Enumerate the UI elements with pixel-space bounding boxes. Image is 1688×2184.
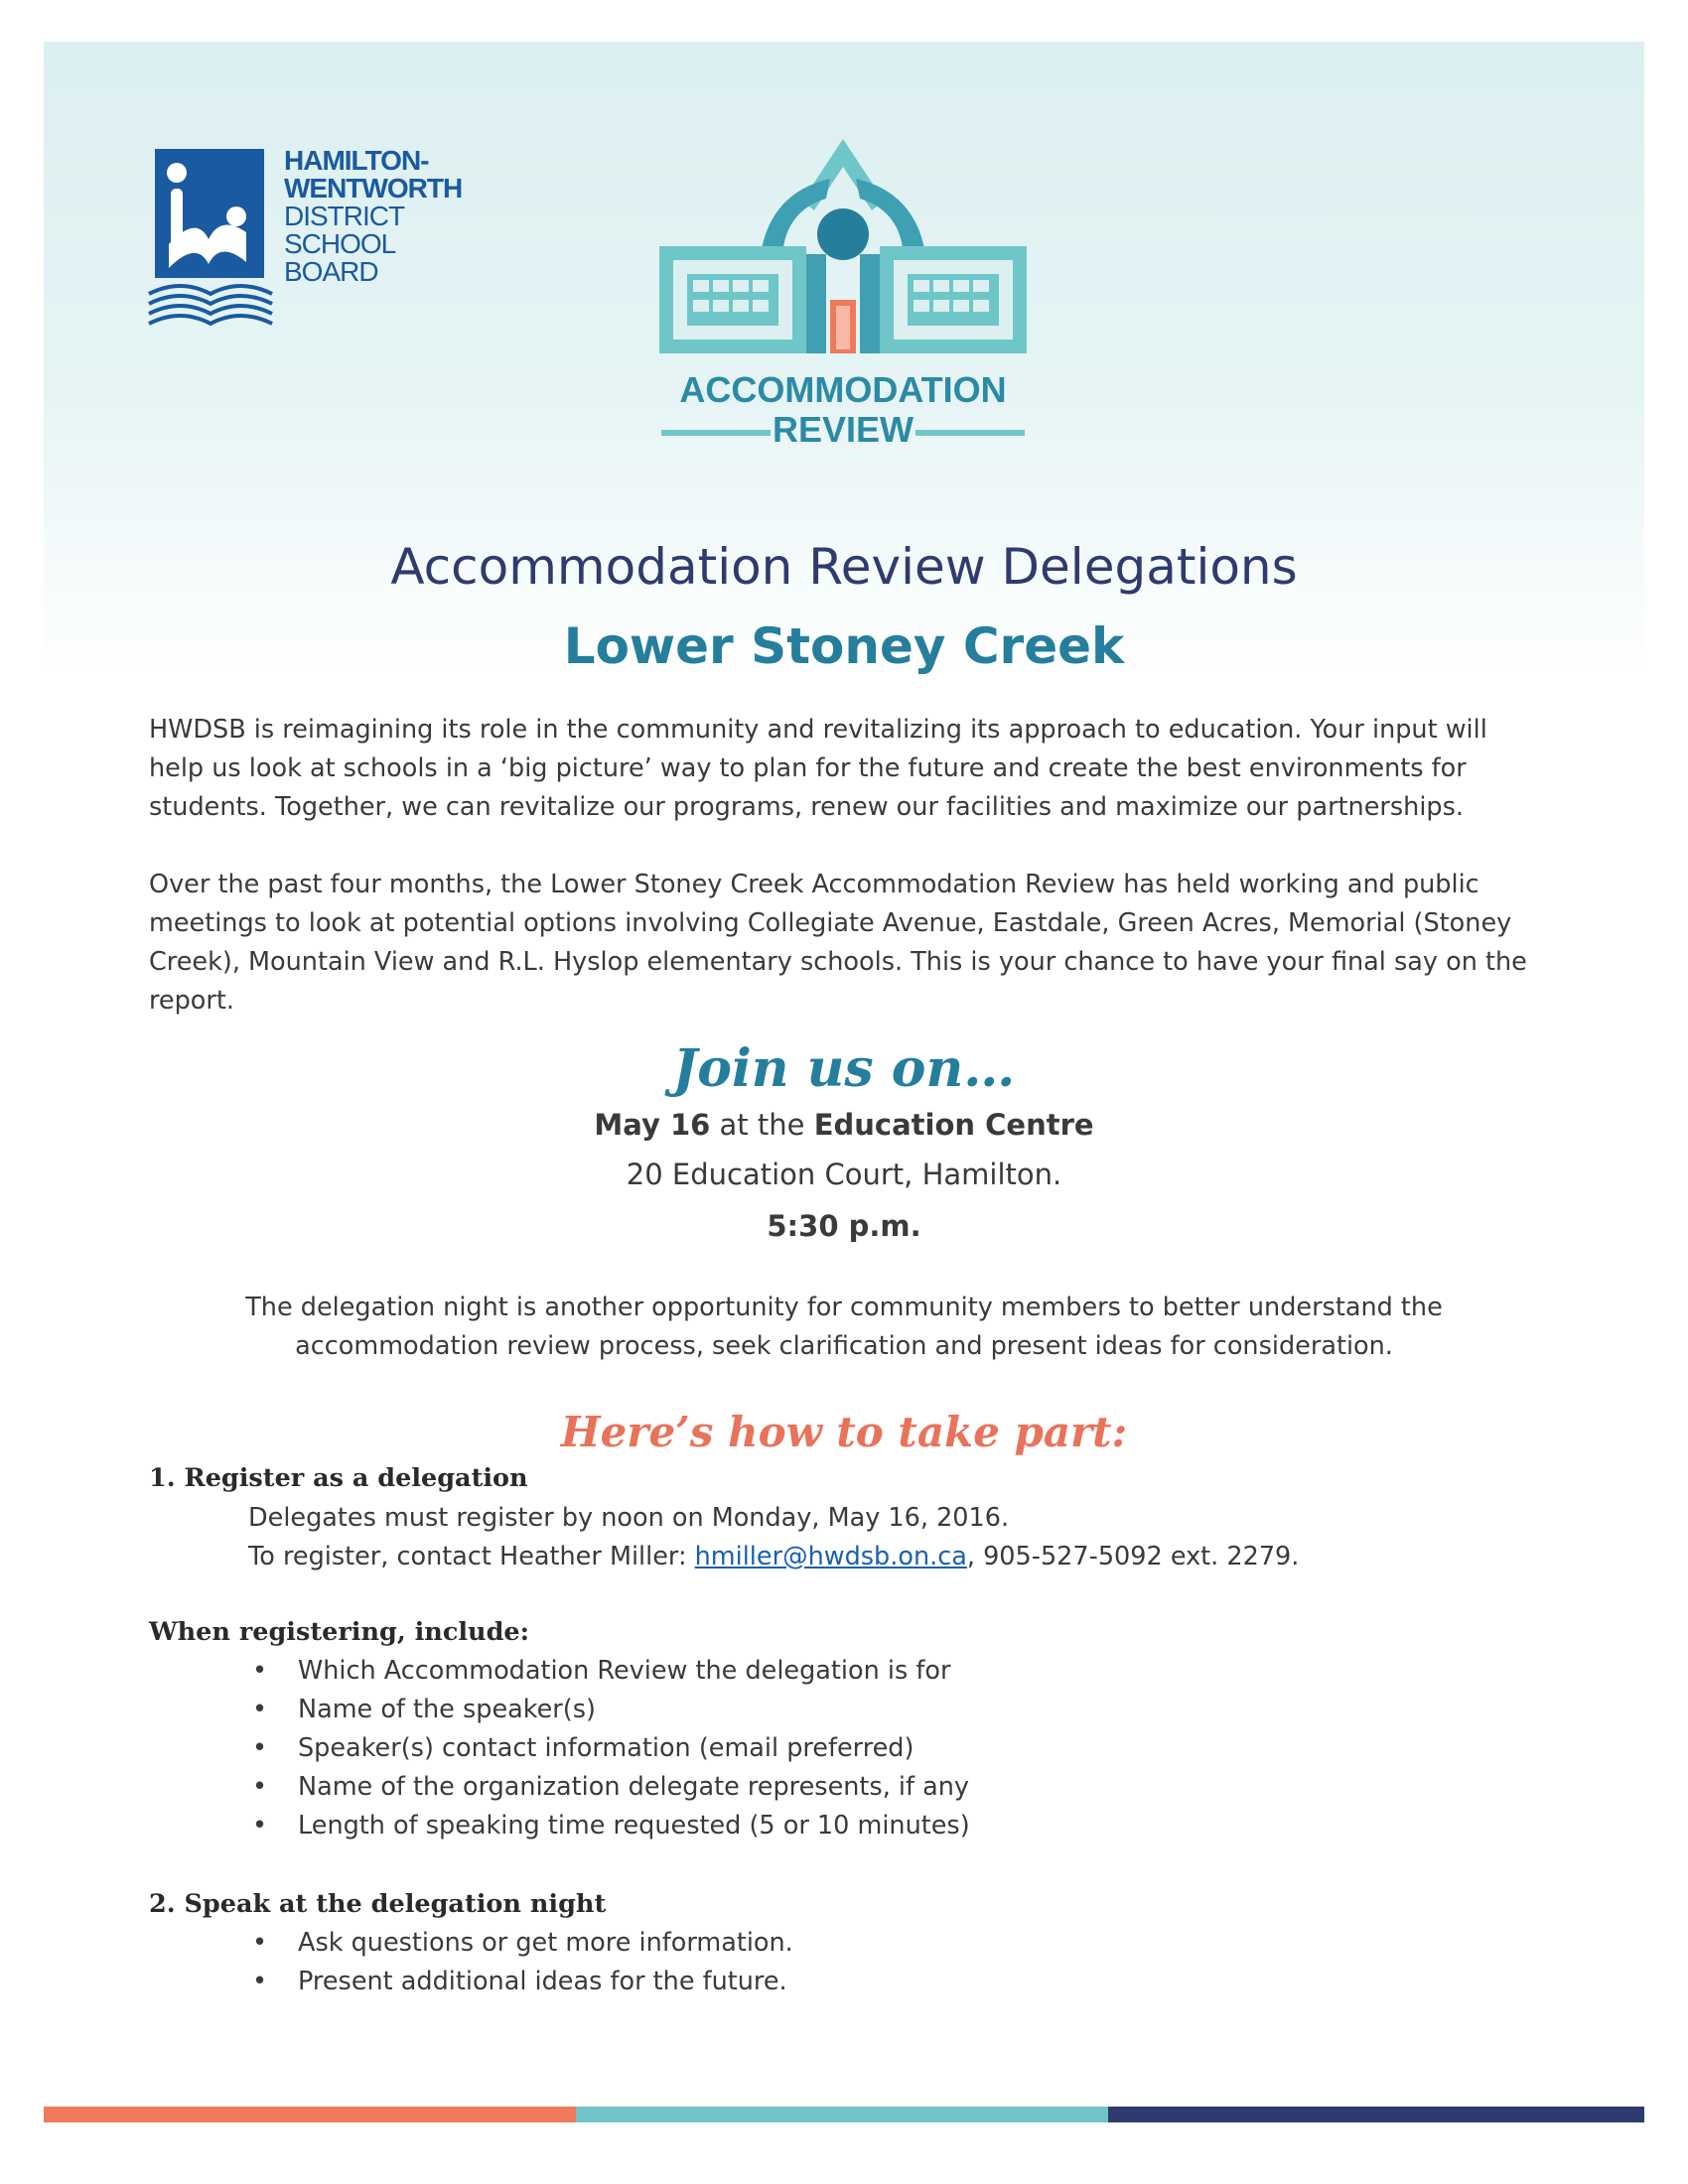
list-item-text: Ask questions or get more information. — [298, 1928, 793, 1958]
include-heading: When registering, include: — [149, 1617, 530, 1647]
step1-heading: 1. Register as a delegation — [149, 1463, 528, 1493]
list-item — [248, 1729, 970, 1768]
list-item — [248, 1924, 793, 1963]
include-list — [248, 1652, 970, 1845]
list-item-text: Which Accommodation Review the delegation is for — [298, 1656, 951, 1686]
list-item-text: Name of the organization delegate represents, if any — [298, 1772, 969, 1802]
how-heading: Here’s how to take part: — [560, 1408, 1128, 1456]
board-name-line: SCHOOL — [284, 228, 396, 259]
bullet-icon: • — [252, 1811, 268, 1841]
board-name — [284, 147, 462, 286]
list-item — [248, 1807, 970, 1845]
school-building-icon — [651, 135, 1035, 373]
step2-heading: 2. Speak at the delegation night — [149, 1889, 607, 1919]
board-name-line: DISTRICT — [284, 201, 405, 231]
event-address: 20 Education Court, Hamilton. — [626, 1158, 1062, 1191]
bullet-icon: • — [252, 1656, 268, 1686]
contact-email-link[interactable]: hmiller@hwdsb.on.ca — [694, 1542, 967, 1571]
event-date-venue — [0, 1108, 1688, 1142]
board-emblem-icon — [147, 145, 276, 334]
review-logo-line2: REVIEW — [772, 409, 914, 450]
page-title: Accommodation Review Delegations — [390, 538, 1298, 596]
event-venue: Education Centre — [813, 1108, 1094, 1142]
step1-contact — [248, 1538, 1299, 1576]
step2-list — [248, 1924, 793, 2001]
accommodation-review-logo — [651, 135, 1035, 453]
footer-bar-teal — [576, 2107, 1108, 2122]
footer-bar-coral — [44, 2107, 576, 2122]
review-logo-line1: ACCOMMODATION — [679, 369, 1007, 410]
bullet-icon: • — [252, 1733, 268, 1763]
list-item-text: Name of the speaker(s) — [298, 1695, 596, 1724]
bullet-icon: • — [252, 1695, 268, 1724]
contact-suffix: , 905-527-5092 ext. 2279. — [966, 1542, 1300, 1571]
logo-rule-right — [915, 430, 1025, 436]
board-name-line: BOARD — [284, 256, 378, 287]
event-at-the: at the — [710, 1108, 814, 1142]
bullet-icon: • — [252, 1967, 268, 1996]
delegation-paragraph: The delegation night is another opportunity for community members to better understand the accommodation review process, seek clarification and present ideas for consideration. — [245, 1293, 1443, 1361]
bullet-icon: • — [252, 1772, 268, 1802]
list-item-text: Length of speaking time requested (5 or 10 minutes) — [298, 1811, 970, 1841]
intro-paragraph: HWDSB is reimagining its role in the community and revitalizing its approach to education. Your input will help us look at schools in a ‘big picture’ way to plan for the future and create the best environments for students. Together, we can revitalize our programs, renew our facilities and maximize our partnerships. — [149, 715, 1487, 822]
step1-deadline: Delegates must register by noon on Monday, May 16, 2016. — [248, 1503, 1010, 1533]
list-item — [248, 1963, 793, 2001]
event-date: May 16 — [594, 1108, 711, 1142]
list-item — [248, 1691, 970, 1729]
contact-prefix: To register, contact Heather Miller: — [248, 1542, 695, 1571]
list-item-text: Present additional ideas for the future. — [298, 1967, 787, 1996]
footer-bar-navy — [1108, 2107, 1644, 2122]
board-logo — [147, 145, 494, 334]
bullet-icon: • — [252, 1928, 268, 1958]
join-heading: Join us on… — [672, 1038, 1016, 1099]
board-name-line: WENTWORTH — [284, 173, 463, 204]
list-item — [248, 1768, 970, 1807]
list-item-text: Speaker(s) contact information (email preferred) — [298, 1733, 914, 1763]
context-paragraph: Over the past four months, the Lower Stoney Creek Accommodation Review has held working and public meetings to look at potential options involving Collegiate Avenue, Eastdale, Green Acres, Memorial (Stoney Creek), Mountain View and R.L. Hyslop elementary schools. This is your chance to have your final say on the report. — [149, 870, 1527, 1016]
board-name-line: HAMILTON- — [284, 145, 429, 176]
page-subtitle: Lower Stoney Creek — [563, 617, 1125, 675]
list-item — [248, 1652, 970, 1691]
event-time: 5:30 p.m. — [767, 1209, 921, 1243]
